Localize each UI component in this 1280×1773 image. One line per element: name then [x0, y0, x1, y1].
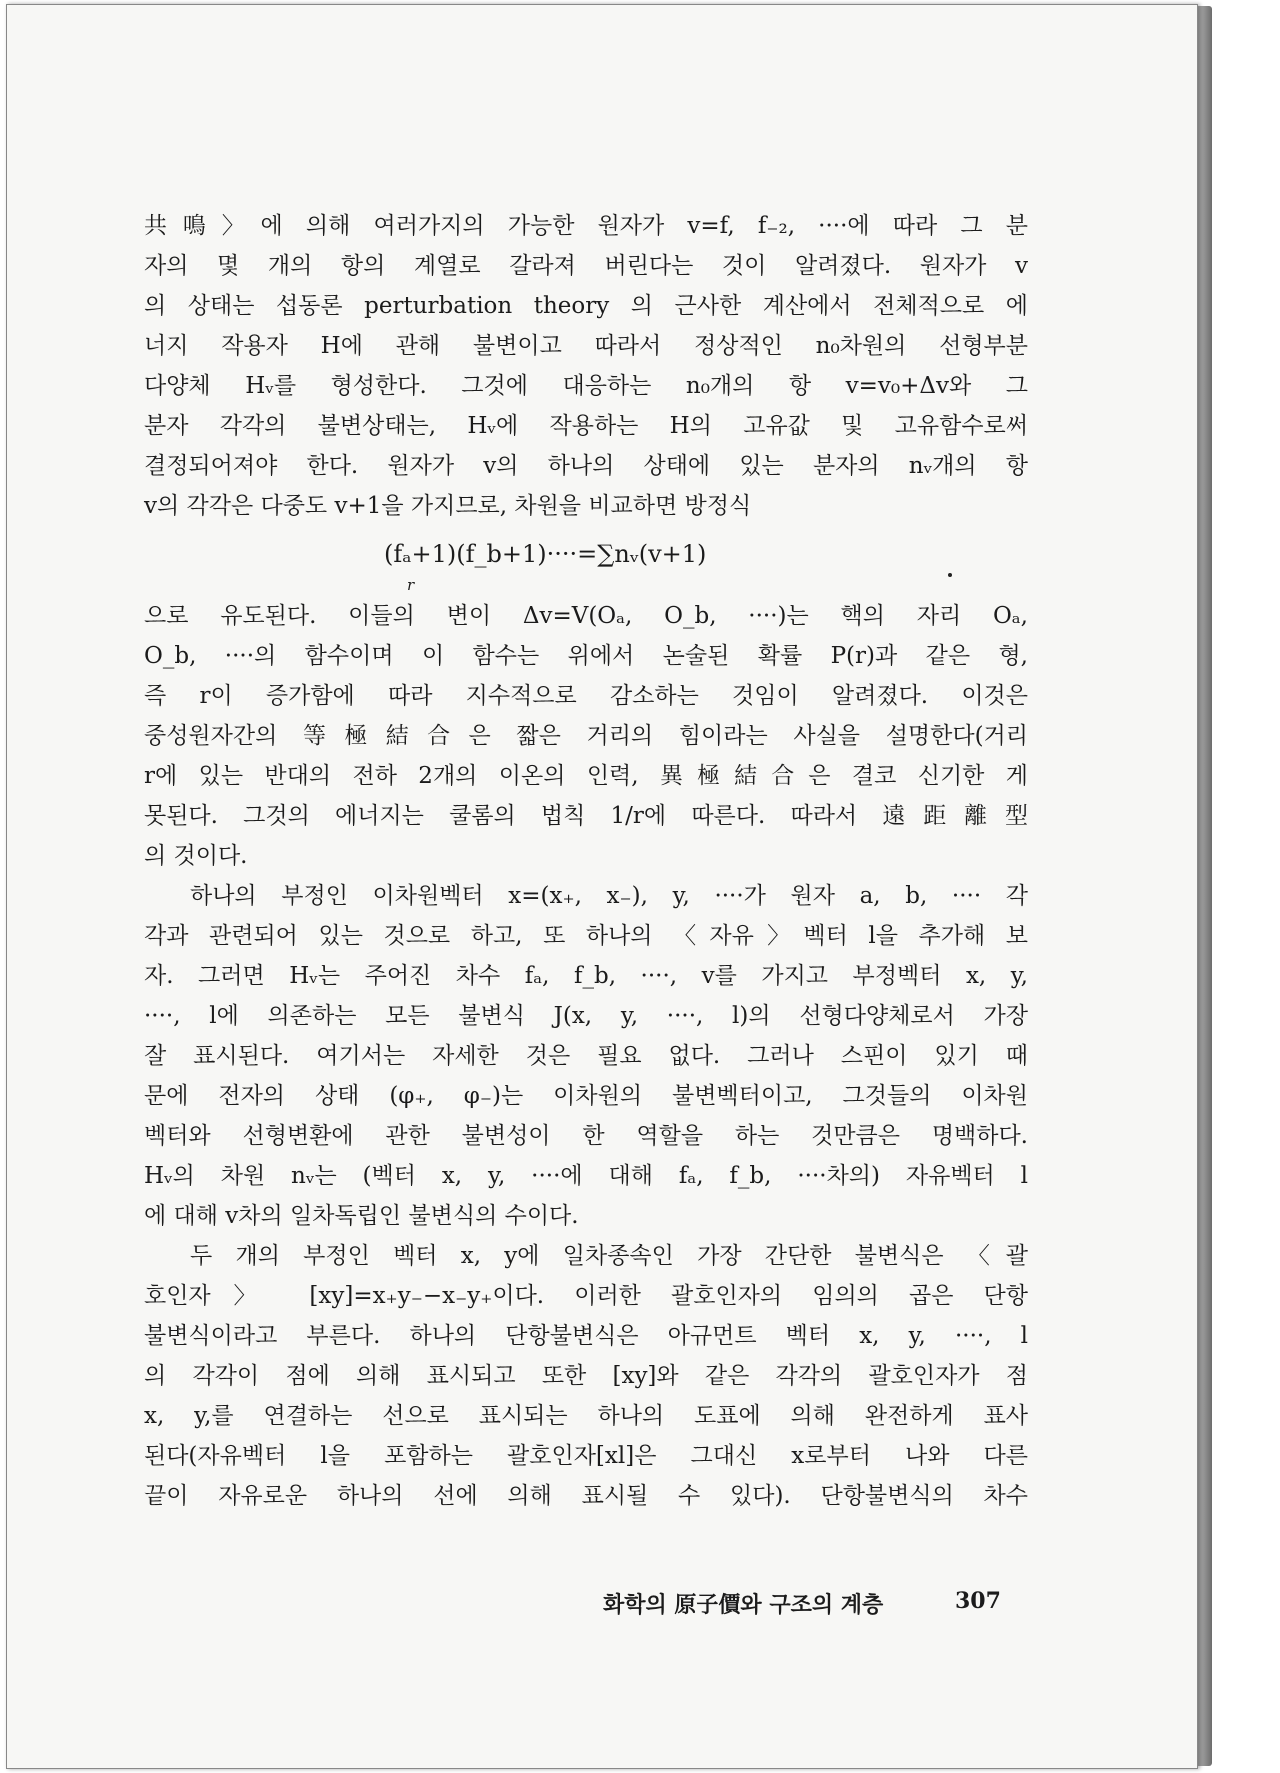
text-line: 다양체 Hᵥ를 형성한다. 그것에 대응하는 n₀개의 항 v=v₀+Δv와 그 [144, 373, 1028, 399]
text-line: 의 상태는 섭동론 perturbation theory 의 근사한 계산에서 전체적으로 에 [144, 293, 1028, 319]
text-line: 불변식이라고 부른다. 하나의 단항불변식은 아규먼트 벡터 x, y, ····, l [144, 1323, 1028, 1349]
text-line: 두 개의 부정인 벡터 x, y에 일차종속인 가장 간단한 불변식은 〈괄 [190, 1243, 1028, 1269]
body-text [144, 206, 1028, 1516]
text-line: 벡터와 선형변환에 관한 불변성이 한 역할을 하는 것만큼은 명백하다. [144, 1123, 1028, 1149]
text-line: x, y,를 연결하는 선으로 표시되는 하나의 도표에 의해 완전하게 표사 [144, 1403, 1028, 1429]
text-line: 의 것이다. [144, 843, 248, 869]
text-line: 분자 각각의 불변상태는, Hᵥ에 작용하는 H의 고유값 및 고유함수로써 [144, 413, 1028, 439]
text-line: 중성원자간의 等極結合은 짧은 거리의 힘이라는 사실을 설명한다(거리 [144, 723, 1028, 749]
text-line: 에 대해 v차의 일차독립인 불변식의 수이다. [144, 1203, 579, 1229]
text-line: 문에 전자의 상태 (φ₊, φ₋)는 이차원의 불변벡터이고, 그것들의 이차원 [144, 1083, 1028, 1109]
running-footer-title: 화학의 原子價와 구조의 계층 [603, 1592, 884, 1618]
text-line: r에 있는 반대의 전하 2개의 이온의 인력, 異極結合은 결코 신기한 게 [144, 763, 1028, 789]
text-line: 못된다. 그것의 에너지는 쿨롬의 법칙 1/r에 따른다. 따라서 遠距離型 [144, 803, 1028, 829]
text-line: 된다(자유벡터 l을 포함하는 괄호인자[xl]은 그대신 x로부터 나와 다른 [144, 1443, 1028, 1469]
text-line: 의 각각이 점에 의해 표시되고 또한 [xy]와 같은 각각의 괄호인자가 점 [144, 1363, 1028, 1389]
text-line: 자의 몇 개의 항의 계열로 갈라져 버린다는 것이 알려졌다. 원자가 v [144, 253, 1028, 279]
text-line: 결정되어져야 한다. 원자가 v의 하나의 상태에 있는 분자의 nᵥ개의 항 [144, 453, 1028, 479]
text-line: 각과 관련되어 있는 것으로 하고, 또 하나의 〈자유〉벡터 l을 추가해 보 [144, 923, 1028, 949]
text-line: 共鳴〉에 의해 여러가지의 가능한 원자가 v=f, f₋₂, ····에 따라 그 분 [144, 213, 1028, 239]
sum-subscript: r [407, 576, 415, 594]
text-line: 으로 유도된다. 이들의 변이 Δv=V(Oₐ, O_b, ····)는 핵의 자리 Oₐ, [144, 603, 1028, 629]
text-line: v의 각각은 다중도 v+1을 가지므로, 차원을 비교하면 방정식 [144, 493, 752, 519]
equation-text: (fₐ+1)(f_b+1)····=∑nᵥ(v+1) [384, 540, 707, 568]
text-line: 하나의 부정인 이차원벡터 x=(x₊, x₋), y, ····가 원자 a, b, ···· 각 [190, 883, 1028, 909]
text-line: Hᵥ의 차원 nᵥ는 (벡터 x, y, ····에 대해 fₐ, f_b, ····차의) 자유벡터 l [144, 1163, 1028, 1189]
text-line: 즉 r이 증가함에 따라 지수적으로 감소하는 것임이 알려졌다. 이것은 [144, 683, 1028, 709]
text-line: ····, l에 의존하는 모든 불변식 J(x, y, ····, l)의 선형다양체로서 가장 [144, 1003, 1028, 1029]
page-number: 307 [955, 1588, 1001, 1614]
display-equation [144, 526, 1028, 596]
book-page [6, 4, 1198, 1769]
text-line: 잘 표시된다. 여기서는 자세한 것은 필요 없다. 그러나 스핀이 있기 때 [144, 1043, 1028, 1069]
stray-dot-mark [948, 573, 952, 577]
text-line: 끝이 자유로운 하나의 선에 의해 표시될 수 있다). 단항불변식의 차수 [144, 1483, 1028, 1509]
text-line: 자. 그러면 Hᵥ는 주어진 차수 fₐ, f_b, ····, v를 가지고 부정벡터 x, y, [144, 963, 1028, 989]
text-line: 호인자〉 [xy]=x₊y₋−x₋y₊이다. 이러한 괄호인자의 임의의 곱은 단항 [144, 1283, 1028, 1309]
text-line: 너지 작용자 H에 관해 불변이고 따라서 정상적인 n₀차원의 선형부분 [144, 333, 1028, 359]
text-line: O_b, ····의 함수이며 이 함수는 위에서 논술된 확률 P(r)과 같은 형, [144, 643, 1028, 669]
